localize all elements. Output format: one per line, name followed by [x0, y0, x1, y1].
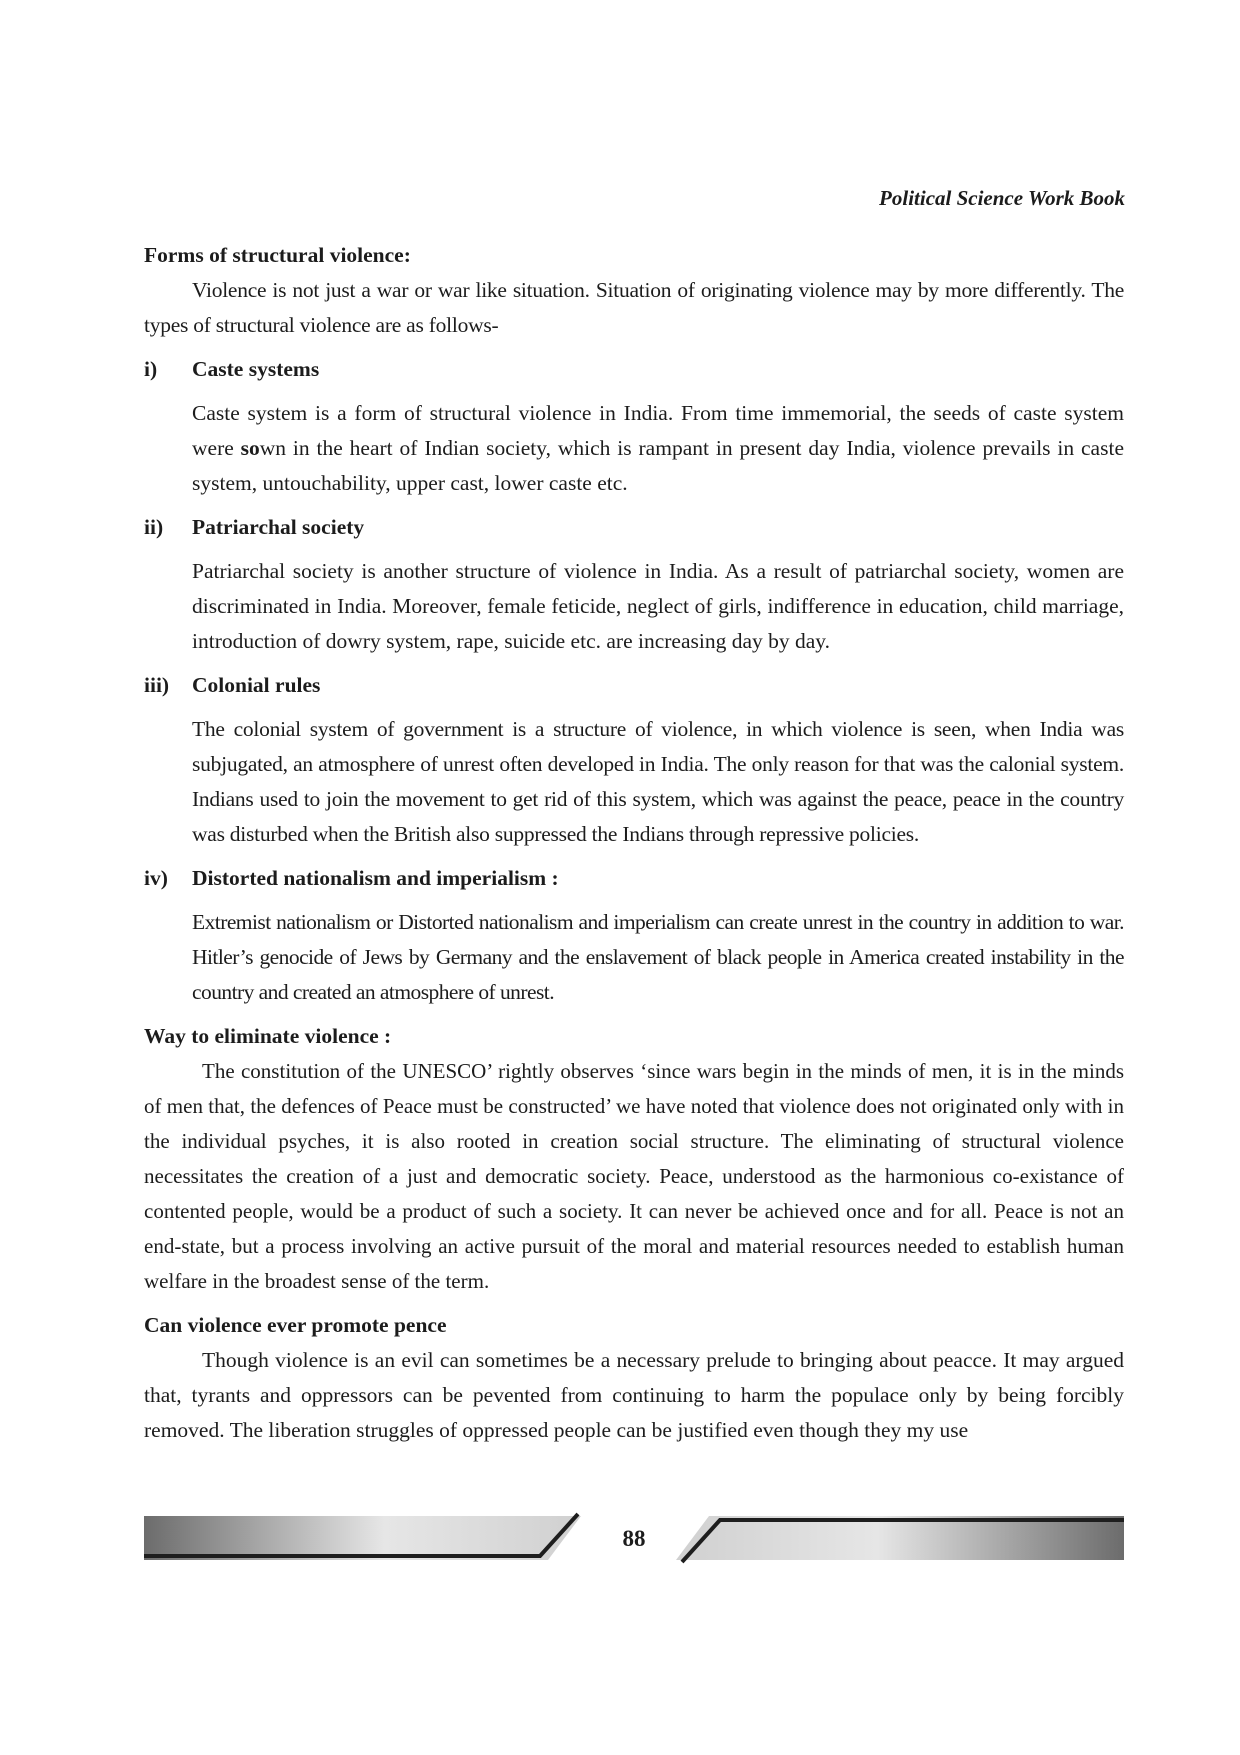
list-item-number: iv)	[144, 866, 168, 890]
section-intro-forms: Violence is not just a war or war like situation. Situation of originating violence may by more differently. The types of structural violence are as follows-	[144, 278, 1124, 337]
body-text: wn in the heart of Indian society, which is rampant in present day India, violence prevails in caste system, untouchability, upper cast, lower caste etc.	[192, 436, 1124, 495]
list-item-body-caste	[192, 396, 1124, 501]
list-item-title-colonial	[144, 668, 1124, 703]
list-item-title-nationalism	[144, 861, 1124, 896]
list-item-heading: Distorted nationalism and imperialism :	[192, 866, 559, 890]
section-heading-eliminate: Way to eliminate violence :	[144, 1024, 392, 1048]
list-item-heading: Patriarchal society	[192, 515, 365, 539]
section-heading-forms: Forms of structural violence:	[144, 243, 411, 267]
running-header: Political Science Work Book	[879, 186, 1125, 210]
list-item-body-patriarchal: Patriarchal society is another structure of violence in India. As a result of patriarchal society, women are discriminated in India. Moreover, female feticide, neglect of girls, indifference in education, child marriage, introduction of dowry system, rape, suicide etc. are increasing day by day.	[192, 559, 1124, 653]
page-content	[144, 238, 1124, 1457]
list-item-heading: Colonial rules	[192, 673, 321, 697]
list-item-body-colonial: The colonial system of government is a structure of violence, in which violence is seen, when India was subjugated, an atmosphere of unrest often developed in India. The only reason for that was the calonial system. Indians used to join the movement to get rid of this system, which was against the peace, peace in the country was disturbed when the British also suppressed the Indians through repressive policies.	[192, 717, 1124, 846]
list-item-number: iii)	[144, 673, 170, 697]
list-item-body-nationalism: Extremist nationalism or Distorted nationalism and imperialism can create unrest in the country in addition to war. Hitler’s genocide of Jews by Germany and the enslavement of black people in America created instability in the country and created an atmosphere of unrest.	[192, 910, 1124, 1004]
list-item-title-caste	[144, 352, 1124, 387]
body-text: Caste system is a form of structural violence in India. From time immemorial, the seeds of caste system were	[192, 401, 1124, 460]
section-body-promote: Though violence is an evil can sometimes be a necessary prelude to bringing about peacce. It may argued that, tyrants and oppressors can be pevented from continuing to harm the populace only by being forcibly removed. The liberation struggles of oppressed people can be justified even though they my use	[144, 1348, 1124, 1442]
list-item-heading: Caste systems	[192, 357, 320, 381]
list-item-title-patriarchal	[144, 510, 1124, 545]
section-heading-promote: Can violence ever promote pence	[144, 1313, 447, 1337]
list-item-number: ii)	[144, 515, 164, 539]
list-item-number: i)	[144, 357, 158, 381]
page-number: 88	[622, 1526, 646, 1551]
bold-fragment: so	[240, 436, 260, 460]
section-body-eliminate: The constitution of the UNESCO’ rightly observes ‘since wars begin in the minds of men, it is in the minds of men that, the defences of Peace must be constructed’ we have noted that violence does not originated only with in the individual psyches, it is also rooted in creation social structure. The eliminating of structural violence necessitates the creation of a just and democratic society. Peace, understood as the harmonious co-existance of contented people, would be a product of such a society. It can never be achieved once and for all. Peace is not an end-state, but a process involving an active pursuit of the moral and material resources needed to establish human welfare in the broadest sense of the term.	[144, 1059, 1124, 1293]
page-footer	[144, 1512, 1124, 1568]
